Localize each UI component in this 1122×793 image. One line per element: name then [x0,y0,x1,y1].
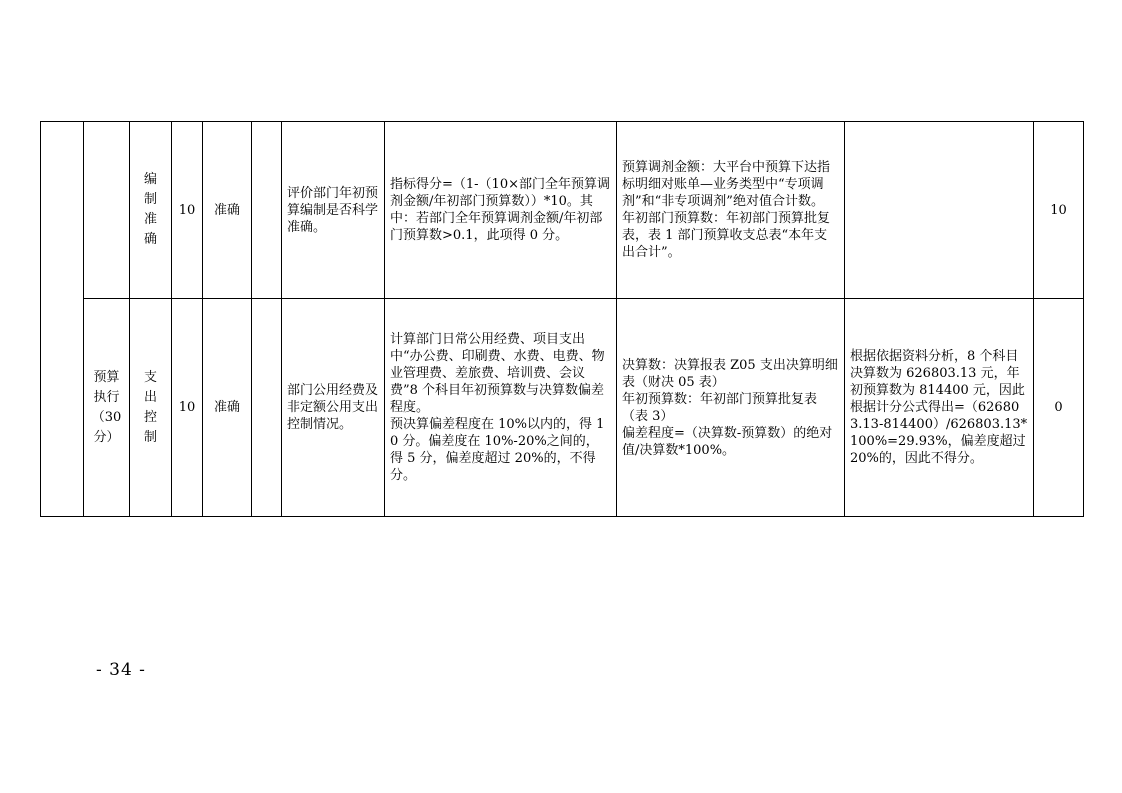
description-cell: 部门公用经费及非定额公用支出控制情况。 [282,299,385,517]
weight-cell: 10 [172,299,203,517]
table-row [41,299,1084,517]
blank-cell [252,122,282,299]
formula-cell: 指标得分=（1-（10×部门全年预算调剂金额/年初部门预算数））*10。其中：若部门全年预算调剂金额/年初部门预算数>0.1，此项得 0 分。 [385,122,617,299]
third-level-indicator-cell [130,122,172,299]
criterion-cell: 准确 [203,299,252,517]
third-level-indicator-cell [130,299,172,517]
second-level-indicator-cell [84,122,130,299]
description-cell: 评价部门年初预算编制是否科学准确。 [282,122,385,299]
indicator-name: 预算执行（30分） [91,369,122,445]
page-number: - 34 - [96,660,146,680]
formula-cell: 计算部门日常公用经费、项目支出中“办公费、印刷费、水费、电费、物业管理费、差旅费、培训费、会议费”8 个科目年初预算数与决算数偏差程度。 预决算偏差程度在 10%以内的，得 10 分。偏差度在 10%-20%之间的，得 5 分，偏差度超过 20%的，不得分。 [385,299,617,517]
evaluation-table [40,121,1084,517]
analysis-cell [845,122,1034,299]
weight-cell: 10 [172,122,203,299]
second-level-indicator-cell [84,299,130,517]
indicator-name: 支出控制 [143,369,157,445]
data-source-cell: 决算数：决算报表 Z05 支出决算明细表（财决 05 表） 年初预算数：年初部门预算批复表（表 3） 偏差程度=（决算数-预算数）的绝对值/决算数*100%。 [617,299,845,517]
score-cell: 10 [1034,122,1084,299]
score-cell: 0 [1034,299,1084,517]
blank-cell [252,299,282,517]
analysis-cell: 根据依据资料分析，8 个科目决算数为 626803.13 元，年初预算数为 814400 元，因此根据计分公式得出=（626803.13-814400）/626803.13*100%=29.93%，偏差度超过 20%的，因此不得分。 [845,299,1034,517]
table-row [41,122,1084,299]
criterion-cell: 准确 [203,122,252,299]
data-source-cell: 预算调剂金额：大平台中预算下达指标明细对账单—业务类型中“专项调剂”和“非专项调剂”绝对值合计数。 年初部门预算数：年初部门预算批复表，表 1 部门预算收支总表“本年支出合计”。 [617,122,845,299]
indicator-name: 编制准确 [143,172,157,247]
first-level-indicator-cell [41,122,84,517]
